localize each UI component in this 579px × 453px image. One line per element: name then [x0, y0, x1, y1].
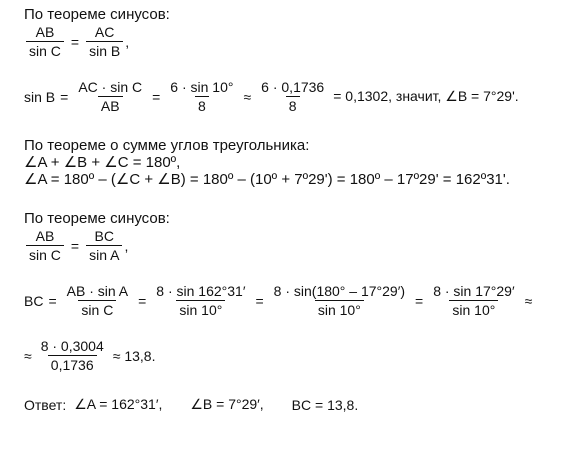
denominator: 0,1736 [48, 355, 97, 373]
fraction-ac-sinb [86, 24, 123, 59]
denominator: sin A [86, 245, 122, 263]
equation-ab-bc [24, 228, 128, 263]
result-angle-b: = 0,1302, значит, ∠B = 7°29'. [333, 88, 519, 104]
denominator: 8 [195, 96, 209, 114]
fraction-numeric [38, 338, 107, 373]
answer-bc: BC = 13,8. [291, 396, 359, 413]
equals-sign: = [152, 88, 161, 105]
fraction-6sin10-over-8 [167, 79, 236, 114]
approx-sign: ≈ [243, 88, 252, 105]
lhs-bc: BC [24, 292, 44, 309]
angle-sum-line-2: ∠A = 180º – (∠C + ∠B) = 180º – (10º + 7º29') = 180º – 17º29' = 162º31'. [24, 171, 510, 188]
denominator: 8 [286, 96, 300, 114]
denominator: sin C [78, 300, 116, 318]
fraction-ac-sinc-over-ab [75, 79, 145, 114]
numerator: 6 · sin 10° [170, 79, 234, 95]
denominator: sin 10° [449, 300, 498, 318]
fraction-ab-sina-over-sinc [64, 283, 131, 318]
answer-angle-b: ∠B = 7°29′, [190, 396, 264, 412]
answer-label: Ответ: [24, 396, 67, 413]
equals-sign: = [70, 33, 80, 50]
comma: , [125, 33, 130, 50]
numerator: 8 · 0,3004 [40, 338, 104, 354]
lhs-sinb: sin B [24, 88, 56, 105]
denominator: sin B [86, 41, 123, 59]
numerator: BC [94, 228, 114, 244]
numerator: AB · sin A [66, 283, 129, 299]
numerator: AB [35, 228, 55, 244]
heading-sine-law-2: По теореме синусов: [24, 210, 170, 227]
numerator: 8 · sin(180° – 17°29′) [273, 283, 405, 299]
denominator: sin C [26, 245, 64, 263]
fraction-numeric-over-8 [258, 79, 327, 114]
equals-sign: = [138, 292, 147, 309]
equation-ab-ac [24, 24, 129, 59]
denominator: AB [98, 96, 123, 114]
fraction-ab-sinc [26, 24, 64, 59]
equals-sign: = [415, 292, 424, 309]
equals-sign: = [70, 237, 80, 254]
equals-sign: = [60, 88, 69, 105]
fraction-ab-sinc [26, 228, 64, 263]
approx-sign: ≈ [524, 292, 533, 309]
answer-line [24, 396, 358, 413]
approx-sign: ≈ [24, 347, 32, 364]
equation-bc-result [24, 338, 155, 373]
denominator: sin 10° [176, 300, 225, 318]
heading-angle-sum: По теореме о сумме углов треугольника: [24, 137, 310, 154]
denominator: sin C [26, 41, 64, 59]
numerator: 8 · sin 17°29′ [433, 283, 515, 299]
fraction-8sin180-minus [271, 283, 408, 318]
fraction-8sin17 [430, 283, 517, 318]
fraction-8sin162 [153, 283, 248, 318]
numerator: 6 · 0,1736 [261, 79, 325, 95]
numerator: AC · sin C [78, 79, 143, 95]
answer-angle-a: ∠A = 162°31′, [74, 396, 163, 412]
equation-bc [24, 283, 537, 318]
denominator: sin 10° [315, 300, 364, 318]
comma: , [124, 237, 129, 254]
equation-sinb [24, 79, 519, 114]
fraction-bc-sina [86, 228, 122, 263]
result-bc: ≈ 13,8. [112, 347, 156, 364]
numerator: AB [35, 24, 55, 40]
numerator: 8 · sin 162°31′ [156, 283, 246, 299]
numerator: AC [94, 24, 115, 40]
equals-sign: = [48, 292, 57, 309]
heading-sine-law-1: По теореме синусов: [24, 6, 170, 23]
equals-sign: = [255, 292, 264, 309]
angle-sum-line-1: ∠A + ∠B + ∠C = 180º, [24, 154, 181, 171]
